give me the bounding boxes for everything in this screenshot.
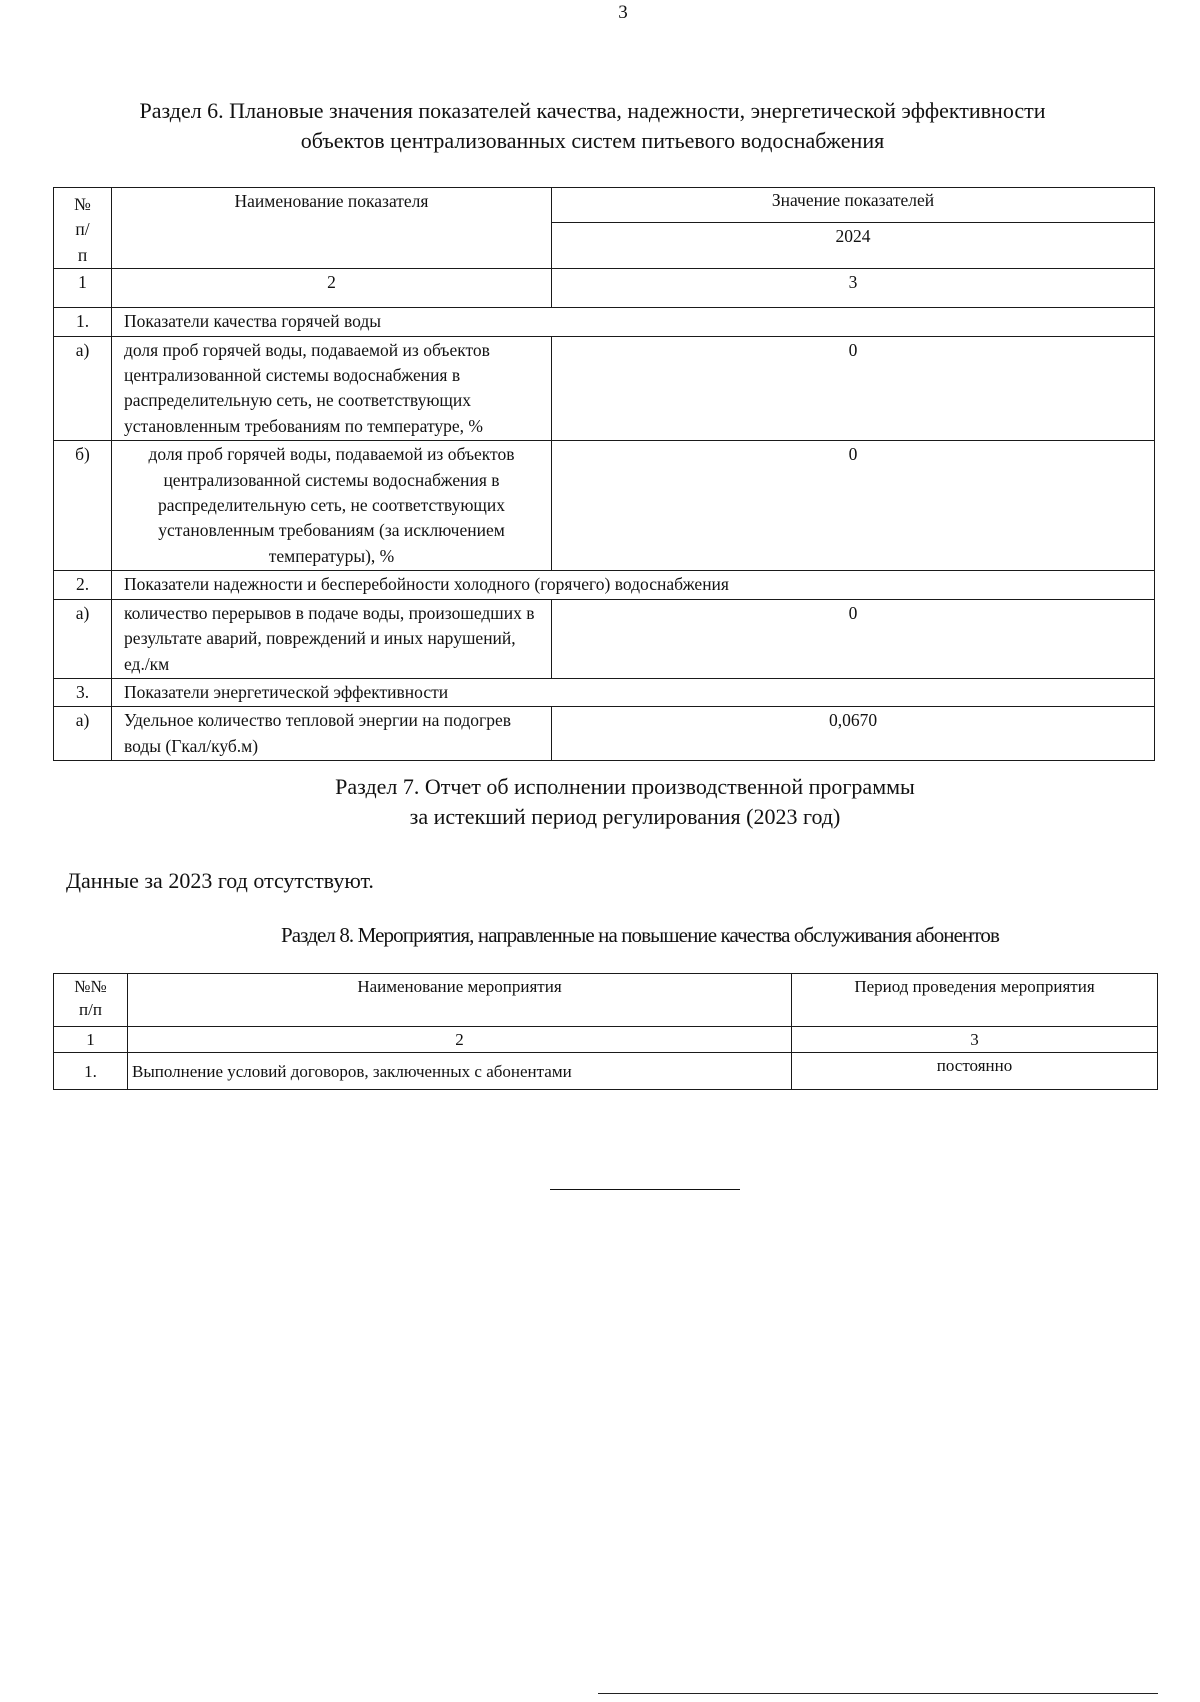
header-name: Наименование показателя <box>112 188 552 269</box>
table-row <box>54 599 1155 678</box>
row-num: б) <box>54 441 112 571</box>
row-num: а) <box>54 599 112 678</box>
table-row <box>54 707 1155 761</box>
colnum-2: 2 <box>112 269 552 308</box>
header-num: № п/п <box>54 188 112 269</box>
group-name: Показатели энергетической эффективности <box>112 678 1155 706</box>
header-year: 2024 <box>552 223 1155 269</box>
row-num: а) <box>54 707 112 761</box>
section-7-title <box>175 772 1075 832</box>
section-7-title-line-2: за истекший период регулирования (2023 год) <box>409 804 841 829</box>
table-row <box>54 1053 1158 1090</box>
group-row <box>54 571 1155 599</box>
indicators-table <box>53 187 1155 761</box>
closing-separator-line <box>550 1189 740 1190</box>
indicator-name: доля проб горячей воды, подаваемой из объектов централизованной системы водоснабжения в распределительную сеть, не соответствующих установленным требованиям (за исключением температуры), % <box>112 441 552 571</box>
event-name: Выполнение условий договоров, заключенных с абонентами <box>128 1053 792 1090</box>
indicator-value: 0 <box>552 441 1155 571</box>
section-6-title-line-1: Раздел 6. Плановые значения показателей качества, надежности, энергетической эффективности <box>139 98 1046 123</box>
event-period: постоянно <box>792 1053 1158 1090</box>
group-row <box>54 308 1155 336</box>
colnum-3: 3 <box>792 1027 1158 1053</box>
row-num: 1. <box>54 1053 128 1090</box>
indicator-value: 0 <box>552 336 1155 441</box>
header-num: №№ п/п <box>54 974 128 1027</box>
row-num: а) <box>54 336 112 441</box>
colnum-2: 2 <box>128 1027 792 1053</box>
bottom-edge-line <box>598 1693 1158 1694</box>
row-num: 1. <box>54 308 112 336</box>
indicator-value: 0,0670 <box>552 707 1155 761</box>
column-number-row <box>54 1027 1158 1053</box>
colnum-1: 1 <box>54 1027 128 1053</box>
group-name: Показатели качества горячей воды <box>112 308 1155 336</box>
group-name: Показатели надежности и бесперебойности холодного (горячего) водоснабжения <box>112 571 1155 599</box>
section-8-title: Раздел 8. Мероприятия, направленные на повышение качества обслуживания абонентов <box>280 923 1000 947</box>
section-6-title-line-2: объектов централизованных систем питьевого водоснабжения <box>300 128 885 153</box>
indicator-value: 0 <box>552 599 1155 678</box>
colnum-3: 3 <box>552 269 1155 308</box>
header-values: Значение показателей <box>552 188 1155 223</box>
row-num: 2. <box>54 571 112 599</box>
section-7-note: Данные за 2023 год отсутствуют. <box>66 868 374 893</box>
row-num: 3. <box>54 678 112 706</box>
table-row <box>54 336 1155 441</box>
header-period: Период проведения мероприятия <box>792 974 1158 1027</box>
indicator-name: Удельное количество тепловой энергии на подогрев воды (Гкал/куб.м) <box>112 707 552 761</box>
section-7-title-line-1: Раздел 7. Отчет об исполнении производственной программы <box>335 774 915 799</box>
colnum-1: 1 <box>54 269 112 308</box>
column-number-row <box>54 269 1155 308</box>
indicator-name: доля проб горячей воды, подаваемой из объектов централизованной системы водоснабжения в распределительную сеть, не соответствующих установленным требованиям по температуре, % <box>112 336 552 441</box>
section-6-title <box>60 96 1125 156</box>
events-table <box>53 973 1158 1090</box>
table-header-row <box>54 974 1158 1027</box>
indicator-name: количество перерывов в подаче воды, произошедших в результате аварий, повреждений и иных нарушений, ед./км <box>112 599 552 678</box>
group-row <box>54 678 1155 706</box>
page-number: 3 <box>618 2 628 23</box>
table-row <box>54 441 1155 571</box>
table-header-row <box>54 188 1155 223</box>
header-name: Наименование мероприятия <box>128 974 792 1027</box>
